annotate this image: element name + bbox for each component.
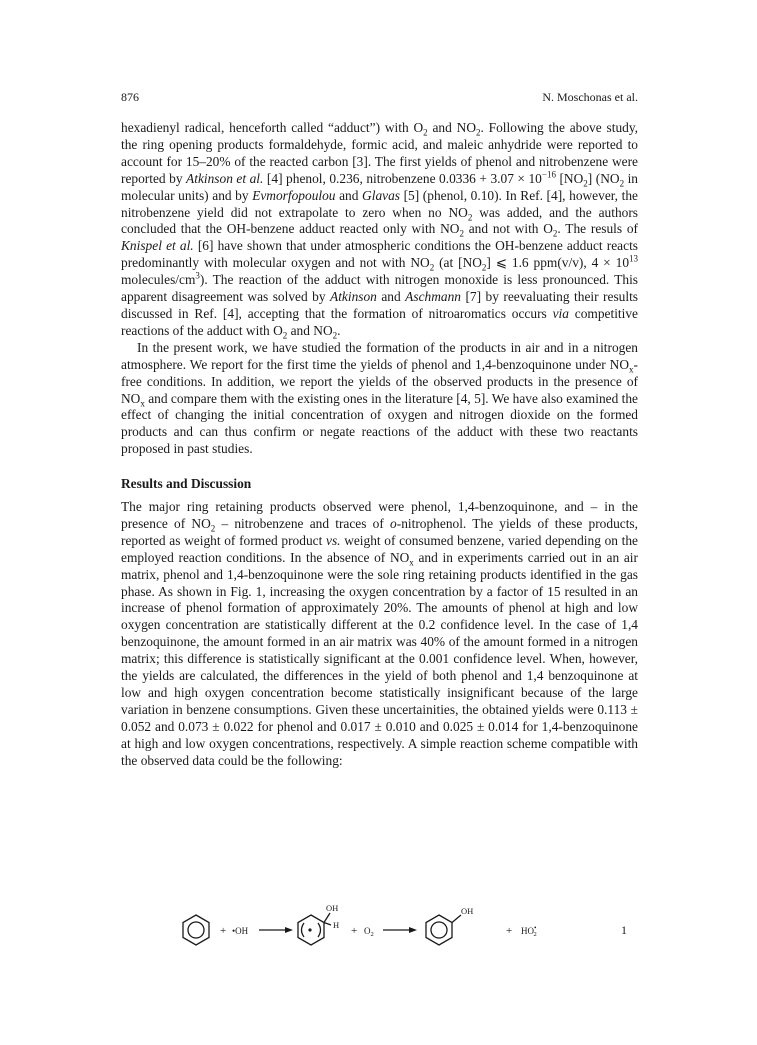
citation-glavas: Glavas bbox=[362, 187, 400, 203]
benzene-structure bbox=[183, 915, 209, 945]
reaction-scheme bbox=[121, 895, 638, 955]
page-number: 876 bbox=[121, 90, 139, 104]
plus-sign-3: + bbox=[506, 925, 513, 937]
equation-number: 1 bbox=[621, 923, 627, 937]
body-text bbox=[121, 120, 638, 770]
oxygen-label: $O_2$ bbox=[364, 926, 374, 938]
citation-evmorfopoulou: Evmorfopoulou bbox=[252, 187, 336, 203]
results-paragraph: The major ring retaining products observed were phenol, 1,4-benzoquinone, and – in the presence of $NO_2$ – nitrobenzene and traces of o-nitrophenol. The yields of these products, reported as weight of formed product vs. weight of consumed benzene, varied depending on the employed reaction conditions. In the absence of $NO_x$ and in experiments carried out in an air matrix, phenol and 1,4-benzoquinone were the sole ring retaining products identified in the gas phase. As shown in Fig. 1, increasing the oxygen concentration by a factor of 15 resulted in an increase of phenol formation of approximately 20%. The amounts of phenol at high and low oxygen concentration are statistically different at the 0.2 confidence level. In the case of 1,4 benzoquinone, the amount formed in an air matrix was 40% of the amount formed in a nitrogen matrix; this difference is statistically significant at the 0.001 confidence level. When, however, the yields are calculated, the differences in the yield of both phenol and 1,4 benzoquinone at low and high oxygen concentration become statistically insignificant because of the large variation in benzene consumptions. Given these uncertainities, the obtained yields were 0.113 ± 0.052 and 0.073 ± 0.022 for phenol and 0.017 ± 0.010 and 0.025 ± 0.014 for 1,4-benzoquinone at high and low oxygen concentrations, respectively. A simple reaction scheme compatible with the observed data could be the following: bbox=[121, 499, 639, 768]
phenol-oh-label: OH bbox=[461, 906, 474, 916]
running-head bbox=[121, 90, 638, 105]
citation-atkinson-2: Atkinson bbox=[330, 289, 377, 305]
phenol-structure bbox=[426, 915, 461, 945]
reaction-arrow-2 bbox=[383, 927, 417, 933]
intro-paragraph-1: hexadienyl radical, henceforth called “adduct”) with $O_2$ and $NO_2$. Following the above study, the ring opening products formaldehyde, formic acid, and maleic anhydride were reported to account for 15–20% of the reacted carbon [3]. The first yields of phenol and nitrobenzene were reported by Atkinson et al. [4] phenol, 0.236, nitrobenzene $0.0336 + 3.07 \times 10^{-16}$ $[NO_2]$ ($NO_2$ in molecular units) and by Evmorfopoulou and Glavas [5] (phenol, 0.10). In Ref. [4], however, the nitrobenzene yield did not extrapolate to zero when no $NO_2$ was added, and the authors concluded that the OH-benzene adduct reacted only with $NO_2$ and not with $O_2$. The resuls of Knispel et al. [6] have shown that under atmospheric conditions the OH-benzene adduct reacts predominantly with molecular oxygen and not with $NO_2$ (at $[NO_2]$ ⩽ 1.6 ppm(v/v), $4 \times 10^{13}$ molecules/$cm^3$). The reaction of the adduct with nitrogen monoxide is less pronounced. This apparent disagreement was solved by Atkinson and Aschmann [7] by reevaluating their results discussed in Ref. [4], accepting that the formation of nitroaromatics occurs via competitive reactions of the adduct with $O_2$ and $NO_2$. bbox=[121, 120, 639, 341]
citation-atkinson: Atkinson et al. bbox=[186, 170, 264, 186]
adduct-structure bbox=[298, 913, 331, 945]
plus-sign-1: + bbox=[220, 925, 227, 937]
radical-dot bbox=[308, 928, 311, 931]
reaction-arrow-1 bbox=[259, 927, 293, 933]
citation-knispel: Knispel et al. bbox=[121, 238, 194, 254]
intro-paragraph-2: In the present work, we have studied the formation of the products in air and in a nitrogen atmosphere. We report for the first time the yields of phenol and 1,4-benzoquinone under $NO_x$-free conditions. In addition, we report the yields of the observed products in the presence of $NO_x$ and compare them with the existing ones in the literature [4, 5]. We have also examined the effect of changing the initial concentration of oxygen and nitrogen dioxide on the formed products and can thus confirm or negate reactions of the adduct with these two reactants proposed in past studies. bbox=[121, 339, 638, 457]
adduct-h-label: H bbox=[333, 920, 340, 930]
hydroxyl-radical: •OH bbox=[232, 926, 249, 936]
section-heading: Results and Discussion bbox=[121, 476, 252, 492]
plus-sign-2: + bbox=[351, 925, 358, 937]
running-authors: N. Moschonas et al. bbox=[542, 90, 638, 104]
citation-aschmann: Aschmann bbox=[405, 289, 461, 305]
adduct-oh-label: OH bbox=[326, 903, 339, 913]
hydroperoxyl-radical: HO• 2 bbox=[521, 924, 537, 938]
